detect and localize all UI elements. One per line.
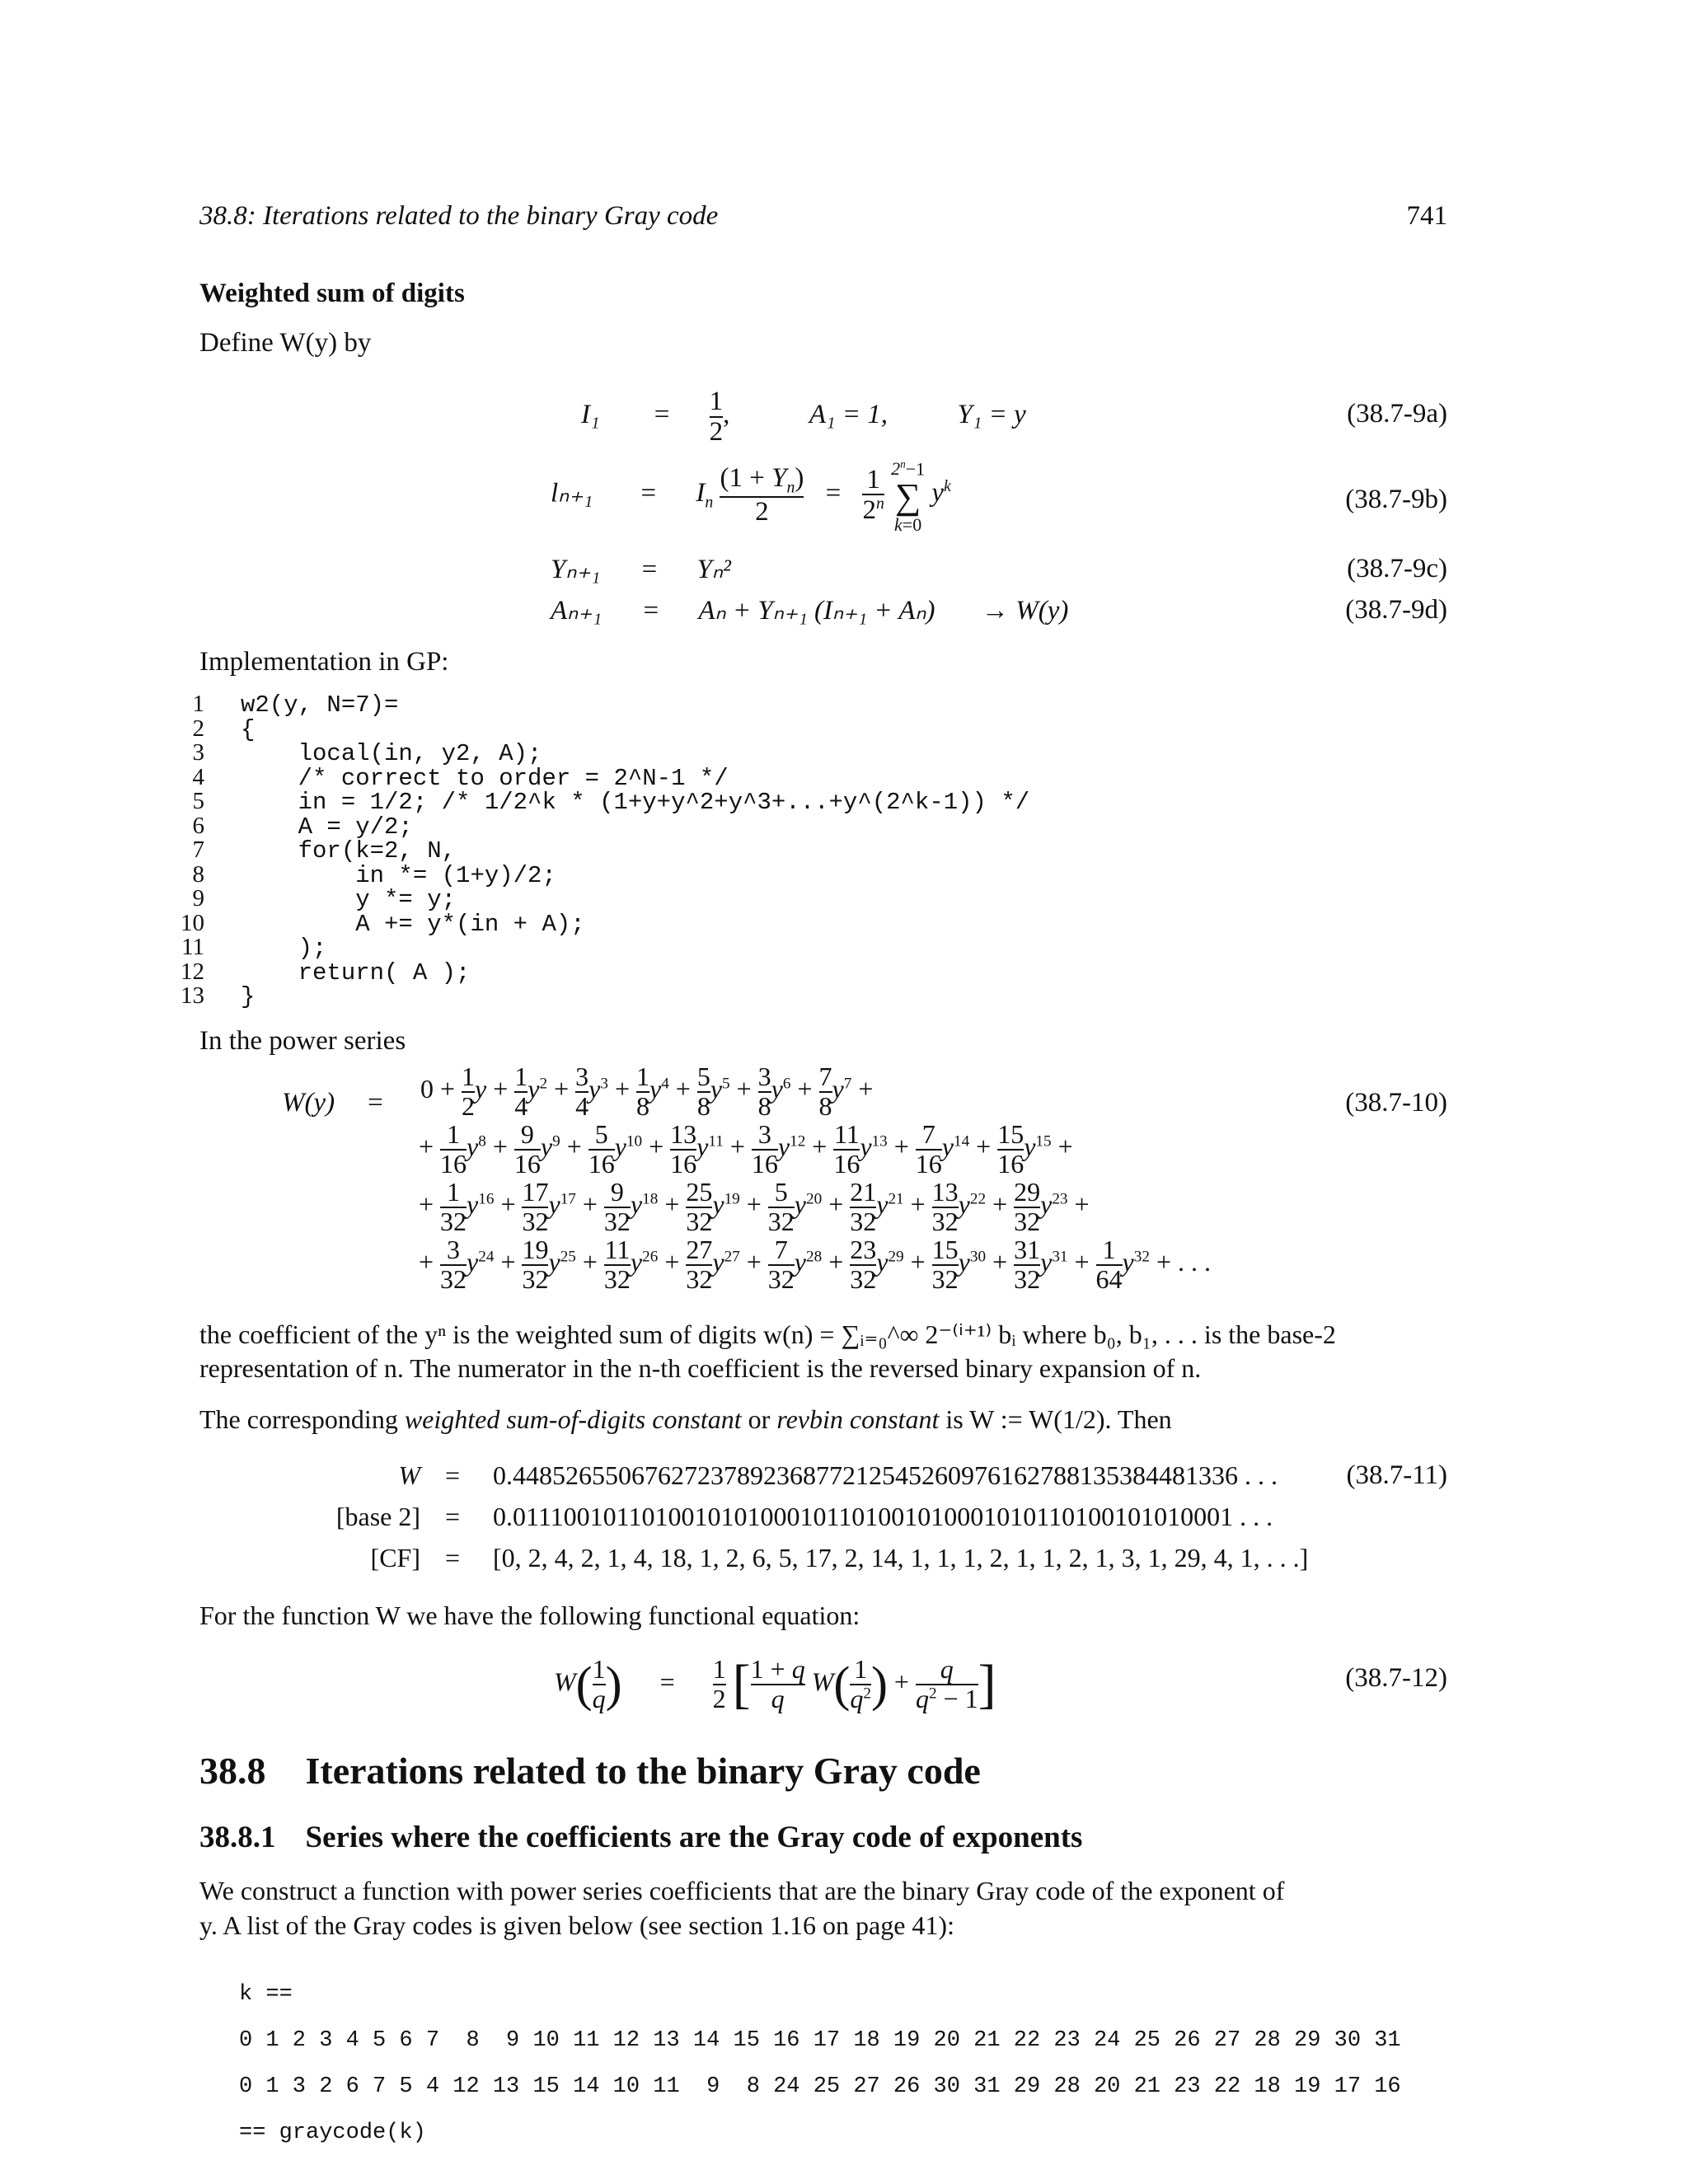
running-head: 38.8: Iterations related to the binary Gray code <box>199 201 719 231</box>
eq9d-arrow: → W(y) <box>982 596 1069 626</box>
line-number: 9 <box>192 885 204 912</box>
section-para-1: We construct a function with power series coefficients that are the binary Gray code of the exponent of <box>199 1876 1285 1905</box>
series-term: $\frac{17}{32}$ $y^{17}$ <box>522 1177 576 1236</box>
section-heading <box>199 1749 981 1793</box>
line-number: 8 <box>192 860 204 888</box>
code-text: ); <box>241 935 327 962</box>
code-line <box>162 692 1029 717</box>
code-line <box>162 909 1029 938</box>
code-text: } <box>241 983 256 1010</box>
code-text: A = y/2; <box>241 813 413 841</box>
line-number: 2 <box>192 715 204 742</box>
base2-label: [base 2] <box>335 1502 420 1531</box>
series-row: + $\frac{1}{16}$ $y^8$ + $\frac{9}{16}$ $y^9$ + $\frac{5}{16}$ $y^{10}$ + $\frac{13}{16}$ $y^{11}$ + $\frac{3}{16}$ $y^{12}$ + $\frac{11}{16}$ $y^{13}$ + $\frac{7}{16}$ $y^{14}$ + $\frac{15}{16}$ $y^{15}$ + <box>419 1119 1073 1179</box>
line-number: 4 <box>192 763 204 790</box>
code-line <box>162 935 1029 960</box>
series-term: $\frac{31}{32}$ $y^{31}$ <box>1014 1235 1068 1294</box>
code-line <box>162 860 1029 889</box>
code-line <box>162 763 1029 792</box>
subsection-heading: Weighted sum of digits <box>199 279 465 308</box>
code-text: y *= y; <box>241 886 457 913</box>
code-text: { <box>241 715 256 743</box>
const-text-a: The corresponding <box>199 1404 405 1434</box>
code-line <box>162 741 1029 766</box>
subsection-title: Series where the coefficients are the Gray code of exponents <box>305 1821 1083 1854</box>
section-para-2: y. A list of the Gray codes is given below (see section 1.16 on page 41): <box>199 1910 954 1940</box>
eq9a-y1: Y₁ = y <box>957 400 1026 430</box>
series-term: $\frac{13}{16}$ $y^{11}$ <box>670 1119 724 1179</box>
eqno-10: (38.7-10) <box>1345 1088 1447 1118</box>
series-term: $\frac{1}{64}$ $y^{32}$ <box>1095 1235 1150 1294</box>
cf-label: [CF] <box>370 1543 420 1572</box>
code-text: /* correct to order = 2^N-1 */ <box>241 764 729 792</box>
series-term: $\frac{1}{2}$ y <box>462 1062 487 1121</box>
series-term: $\frac{27}{32}$ $y^{27}$ <box>686 1235 740 1294</box>
code-text: A += y*(in + A); <box>241 910 585 938</box>
series-term: $\frac{29}{32}$ $y^{23}$ <box>1014 1177 1068 1236</box>
series-term: $\frac{1}{4}$ $y^2$ <box>514 1062 548 1121</box>
section-number: 38.8 <box>199 1750 266 1792</box>
series-term: $\frac{3}{8}$ $y^6$ <box>757 1062 791 1121</box>
series-term: $\frac{9}{16}$ $y^9$ <box>513 1119 560 1179</box>
eqno-9b: (38.7-9b) <box>1345 485 1447 514</box>
series-term: $\frac{3}{32}$ $y^{24}$ <box>440 1235 495 1294</box>
series-term: $\frac{21}{32}$ $y^{21}$ <box>850 1177 904 1236</box>
eqno-12: (38.7-12) <box>1345 1663 1447 1693</box>
eqno-11: (38.7-11) <box>1346 1460 1447 1490</box>
eq9d-rhs: Aₙ + Yₙ₊₁ (Iₙ₊₁ + Aₙ) <box>698 596 935 626</box>
eq9c-lhs: Yₙ₊₁ <box>551 555 601 584</box>
series-term: $\frac{1}{32}$ $y^{16}$ <box>440 1177 495 1236</box>
gray-code-table <box>239 1960 1401 2168</box>
subsection-heading-381 <box>199 1820 1082 1855</box>
code-line <box>162 838 1029 863</box>
series-term: $\frac{3}{16}$ $y^{12}$ <box>751 1119 806 1179</box>
series-term: $\frac{5}{8}$ $y^5$ <box>696 1062 730 1121</box>
line-number: 3 <box>192 739 204 766</box>
eq9a-a1: A₁ = 1, <box>809 400 888 430</box>
series-term: $\frac{11}{32}$ $y^{26}$ <box>603 1235 659 1294</box>
series-term: $\frac{19}{32}$ $y^{25}$ <box>522 1235 576 1294</box>
const-text-c: is W := W(1/2). Then <box>939 1404 1172 1434</box>
series-term: $\frac{11}{16}$ $y^{13}$ <box>833 1119 888 1179</box>
impl-text: Implementation in GP: <box>199 647 449 677</box>
eqno-9c: (38.7-9c) <box>1347 554 1447 583</box>
define-text: Define W(y) by <box>199 328 372 358</box>
series-term: $\frac{5}{32}$ $y^{20}$ <box>767 1177 823 1236</box>
series-prefix: + <box>419 1188 441 1219</box>
line-number: 13 <box>181 982 204 1009</box>
series-term: $\frac{15}{16}$ $y^{15}$ <box>997 1119 1052 1179</box>
line-number: 10 <box>181 909 204 936</box>
coefficient-text-2: representation of n. The numerator in the n-th coefficient is the reversed binary expansion of n. <box>199 1353 1202 1383</box>
series-term: $\frac{23}{32}$ $y^{29}$ <box>850 1235 904 1294</box>
code-line <box>162 790 1029 814</box>
gray-g-row: 0 1 3 2 6 7 5 4 12 13 15 14 10 11 9 8 24 25 27 26 30 31 29 28 20 21 23 22 18 19 17 16 <box>239 2074 1401 2099</box>
series-term: $\frac{9}{32}$ $y^{18}$ <box>603 1177 659 1236</box>
series-term: $\frac{15}{32}$ $y^{30}$ <box>931 1235 987 1294</box>
line-number: 5 <box>192 788 204 814</box>
code-line <box>162 960 1029 985</box>
code-text: return( A ); <box>241 958 471 987</box>
line-number: 7 <box>192 837 204 863</box>
eq-sign: = <box>445 1543 461 1572</box>
series-lhs: W(y) = <box>282 1088 383 1118</box>
series-term: $\frac{7}{16}$ $y^{14}$ <box>915 1119 970 1179</box>
w-decimal: 0.4485265506762723789236877212545260976162788135384481336 . . . <box>493 1460 1278 1490</box>
section-title: Iterations related to the binary Gray code <box>305 1750 981 1792</box>
equation-9d: Aₙ₊₁ = Aₙ + Yₙ₊₁ (Iₙ₊₁ + Aₙ) → W(y) <box>551 596 1069 626</box>
eq9b-lhs: lₙ₊₁ <box>551 478 593 509</box>
series-term: $\frac{7}{32}$ $y^{28}$ <box>767 1235 823 1294</box>
series-term: $\frac{7}{8}$ $y^7$ <box>818 1062 852 1121</box>
code-line <box>162 887 1029 912</box>
series-prefix: 0 + <box>420 1073 462 1104</box>
gray-k-row: 0 1 2 3 4 5 6 7 8 9 10 11 12 13 14 15 16 17 18 19 20 21 22 23 24 25 26 27 28 29 30 31 <box>239 2028 1401 2053</box>
subsection-number: 38.8.1 <box>199 1821 276 1854</box>
code-text: in *= (1+y)/2; <box>241 861 556 889</box>
code-listing <box>162 692 1029 1009</box>
code-text: w2(y, N=7)= <box>241 691 399 719</box>
base2-value: 0.0111001011010010101000101101001010001010110100101010001 . . . <box>493 1502 1273 1531</box>
eq9c-rhs: Yₙ² <box>696 555 731 584</box>
code-text: for(k=2, N, <box>241 837 457 865</box>
series-row: + $\frac{1}{32}$ $y^{16}$ + $\frac{17}{32}$ $y^{17}$ + $\frac{9}{32}$ $y^{18}$ + $\frac{25}{32}$ $y^{19}$ + $\frac{5}{32}$ $y^{20}$ + $\frac{21}{32}$ $y^{21}$ + $\frac{13}{32}$ $y^{22}$ + $\frac{29}{32}$ $y^{23}$ + <box>419 1177 1090 1236</box>
equation-9a: I₁ = $\frac{1}{2}$ , A₁ = 1, Y₁ = y <box>581 387 1026 447</box>
line-number: 1 <box>192 691 204 717</box>
code-text: in = 1/2; /* 1/2^k * (1+y+y^2+y^3+...+y^(2^k-1)) */ <box>241 789 1030 816</box>
code-line <box>162 984 1029 1009</box>
series-term: $\frac{3}{4}$ $y^3$ <box>575 1062 608 1121</box>
line-number: 12 <box>181 958 204 985</box>
const-em-2: revbin constant <box>776 1404 940 1434</box>
series-prefix: + <box>419 1131 441 1161</box>
series-prefix: + <box>419 1246 441 1277</box>
line-number: 11 <box>181 934 204 960</box>
page-number: 741 <box>1406 201 1447 231</box>
eq9a-lhs: I₁ <box>581 400 600 430</box>
eq9d-lhs: Aₙ₊₁ <box>551 596 603 626</box>
code-text: local(in, y2, A); <box>241 740 542 767</box>
series-term: $\frac{25}{32}$ $y^{19}$ <box>686 1177 740 1236</box>
series-term: $\frac{5}{16}$ $y^{10}$ <box>588 1119 643 1179</box>
equation-9b: $l_{n+1} = I_n$ $\frac{(1 + Y_n)}{2}$ = $\frac{1}{2^n}$ $2^n-1$ ∑ k=0 $y^k$ <box>551 458 951 536</box>
functional-equation: W( $\frac{1}{q}$ ) = $\frac{1}{2}$ [ $\frac{1 + q}{q}$ W( $\frac{1}{q^2}$ ) + $\frac{q}{q^2 - 1}$ ] <box>554 1654 996 1714</box>
series-term: $\frac{13}{32}$ $y^{22}$ <box>931 1177 987 1236</box>
series-term: $\frac{1}{16}$ $y^8$ <box>440 1119 486 1179</box>
gray-head: k == <box>239 1982 293 2007</box>
equation-9c: Yₙ₊₁ = Yₙ² <box>551 555 731 584</box>
w-label: W <box>398 1460 420 1490</box>
eqno-9a: (38.7-9a) <box>1347 399 1447 429</box>
const-text-b: or <box>741 1404 777 1434</box>
eqno-9d: (38.7-9d) <box>1345 595 1447 625</box>
series-term: $\frac{1}{8}$ $y^4$ <box>635 1062 669 1121</box>
cf-value: [0, 2, 4, 2, 1, 4, 18, 1, 2, 6, 5, 17, 2, 14, 1, 1, 1, 2, 1, 1, 2, 1, 3, 1, 29, 4, 1, . . .] <box>493 1543 1309 1572</box>
eq-sign: = <box>445 1502 461 1531</box>
gray-foot: == graycode(k) <box>239 2121 426 2145</box>
functional-intro: For the function W we have the following functional equation: <box>199 1601 860 1630</box>
coefficient-text-1: the coefficient of the yⁿ is the weighted sum of digits w(n) = ∑ᵢ₌₀^∞ 2⁻⁽ⁱ⁺¹⁾ bᵢ where b₀, b₁, . . . is the base-2 <box>199 1319 1336 1349</box>
eq-sign: = <box>445 1460 461 1490</box>
series-row: 0 + $\frac{1}{2}$ y + $\frac{1}{4}$ $y^2$ + $\frac{3}{4}$ $y^3$ + $\frac{1}{8}$ $y^4$ + $\frac{5}{8}$ $y^5$ + $\frac{3}{8}$ $y^6$ + $\frac{7}{8}$ $y^7$ + <box>420 1062 874 1121</box>
code-line <box>162 717 1029 742</box>
line-number: 6 <box>192 812 204 839</box>
const-em-1: weighted sum-of-digits constant <box>404 1404 742 1434</box>
series-row: + $\frac{3}{32}$ $y^{24}$ + $\frac{19}{32}$ $y^{25}$ + $\frac{11}{32}$ $y^{26}$ + $\frac{27}{32}$ $y^{27}$ + $\frac{7}{32}$ $y^{28}$ + $\frac{23}{32}$ $y^{29}$ + $\frac{15}{32}$ $y^{30}$ + $\frac{31}{32}$ $y^{31}$ + $\frac{1}{64}$ $y^{32}$ + . . . <box>419 1235 1211 1294</box>
code-line <box>162 814 1029 839</box>
constant-text <box>199 1404 1172 1435</box>
power-series-intro: In the power series <box>199 1026 406 1056</box>
